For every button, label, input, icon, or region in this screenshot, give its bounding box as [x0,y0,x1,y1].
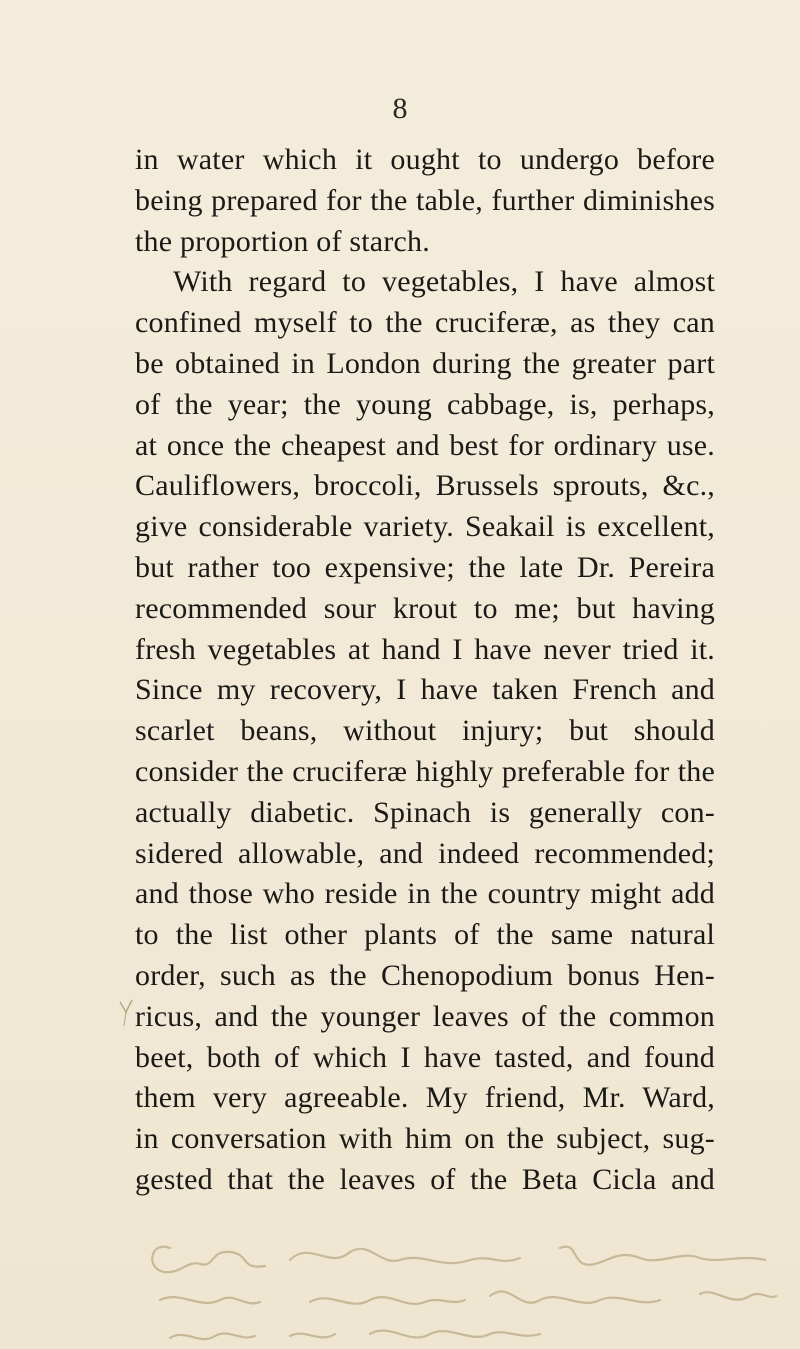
text-line: Since my recovery, I have taken French and [135,673,715,707]
text-line: fresh vegetables at hand I have never tried it. [135,632,715,666]
pencil-annotation-icon [118,998,134,1028]
handwritten-signature [140,1230,780,1349]
text-line: at once the cheapest and best for ordinary use. [135,428,715,462]
text-line: being prepared for the table, further diminishes [135,183,715,217]
text-line: recommended sour krout to me; but having [135,591,715,625]
text-line: Cauliflowers, broccoli, Brussels sprouts, &c., [135,469,715,503]
text-line: beet, both of which I have tasted, and found [135,1040,715,1074]
text-line: ricus, and the younger leaves of the common [135,999,715,1033]
text-line: order, such as the Chenopodium bonus Hen- [135,958,715,992]
text-line: give considerable variety. Seakail is excellent, [135,510,715,544]
text-line: With regard to vegetables, I have almost [173,265,715,299]
text-line: them very agreeable. My friend, Mr. Ward, [135,1081,715,1115]
text-line: in water which it ought to undergo before [135,143,715,176]
text-line: in conversation with him on the subject, sug- [135,1122,715,1156]
text-line: but rather too expensive; the late Dr. Pereira [135,550,715,584]
text-line: to the list other plants of the same natural [135,918,715,952]
body-text [135,140,715,1201]
text-line: confined myself to the cruciferæ, as they can [135,306,715,340]
text-line: of the year; the young cabbage, is, perhaps, [135,387,715,421]
text-line: consider the cruciferæ highly preferable for the [135,754,715,788]
page-number: 8 [392,92,408,125]
text-line: sidered allowable, and indeed recommended; [135,836,715,870]
text-line: be obtained in London during the greater part [135,346,715,380]
text-line: and those who reside in the country might add [135,877,715,911]
text-line: actually diabetic. Spinach is generally con- [135,795,715,829]
text-line: scarlet beans, without injury; but should [135,714,715,748]
text-line: the proportion of starch. [135,224,430,258]
text-line: gested that the leaves of the Beta Cicla and [135,1162,715,1196]
